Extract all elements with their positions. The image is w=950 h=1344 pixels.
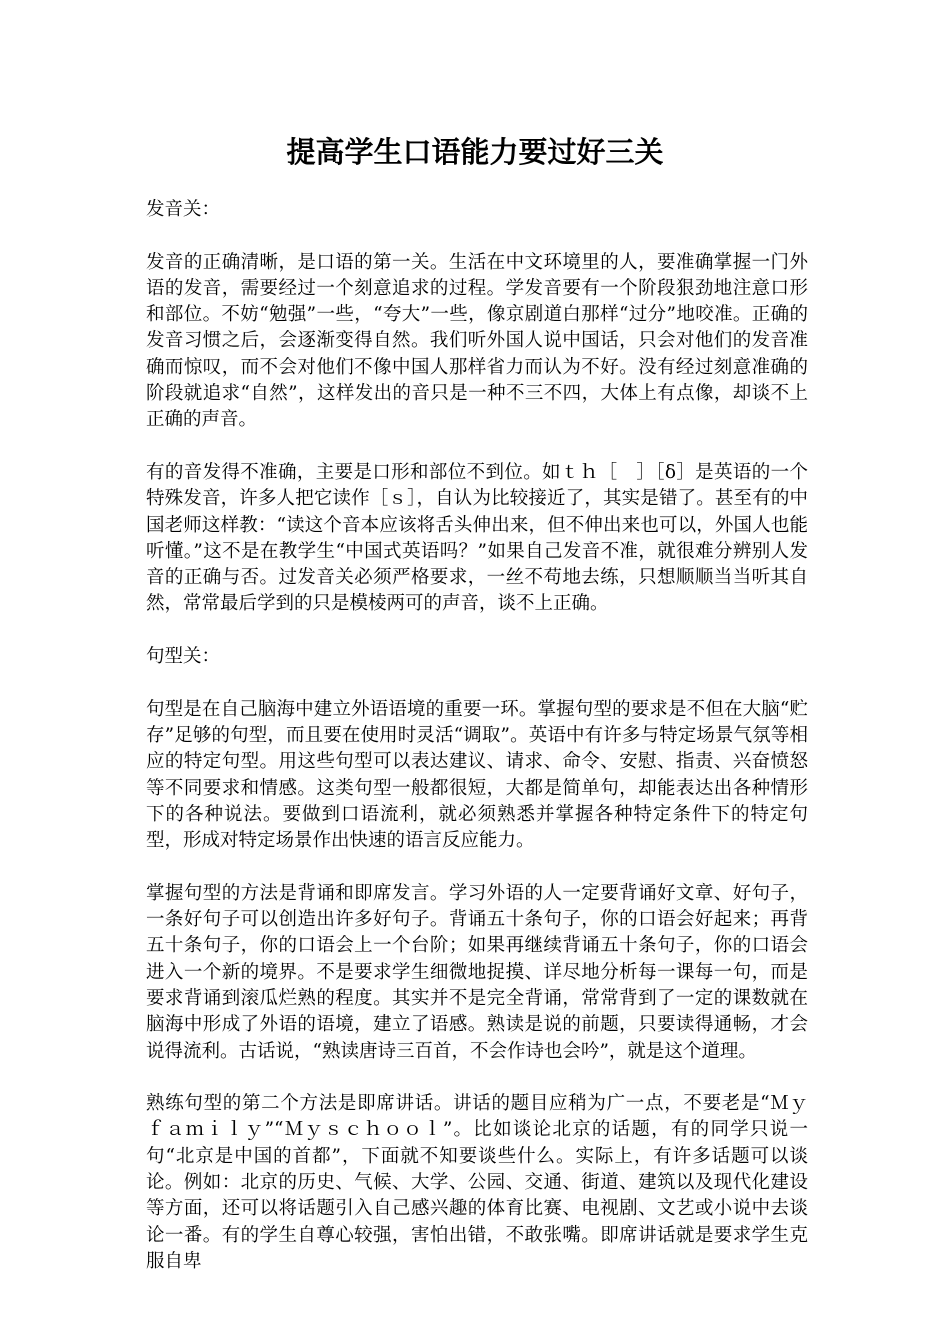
paragraph-sentence-patterns-3: 熟练句型的第二个方法是即席讲话。讲话的题目应稍为广一点，不要老是“Ｍｙ ｆａｍｉｌｙ”“Ｍｙｓｃｈｏｏｌ”。比如谈论北京的话题，有的同学只说一句“北京是中国的首都”，下面就不知要谈些什么。实际上，有许多话题可以谈论。例如：北京的历史、气候、大学、公园、交通、街道、建筑以及现代化建设等方面，还可以将话题引入自己感兴趣的体育比赛、电视剧、文艺或小说中去谈论一番。有的学生自尊心较强，害怕出错，不敢张嘴。即席讲话就是要求学生克服自卑: [146, 1093, 808, 1272]
document-title: 提高学生口语能力要过好三关: [286, 135, 664, 169]
paragraph-sentence-patterns-1: 句型是在自己脑海中建立外语语境的重要一环。掌握句型的要求是不但在大脑“贮存”足够的句型，而且要在使用时灵活“调取”。英语中有许多与特定场景气氛等相应的特定句型。用这些句型可以表达建议、请求、命令、安慰、指责、兴奋愤怒等不同要求和情感。这类句型一般都很短，大都是简单句，却能表达出各种情形下的各种说法。要做到口语流利，就必须熟悉并掌握各种特定条件下的特定句型，形成对特定场景作出快速的语言反应能力。: [146, 698, 808, 852]
paragraph-pronunciation-2: 有的音发得不准确，主要是口形和部位不到位。如ｔｈ［ ］［δ］是英语的一个特殊发音，许多人把它读作［ｓ］，自认为比较接近了，其实是错了。甚至有的中国老师这样教：“读这个音本应该将舌头伸出来，但不伸出来也可以，外国人也能听懂。”这不是在教学生“中国式英语吗？”如果自己发音不准，就很难分辨别人发音的正确与否。过发音关必须严格要求，一丝不苟地去练，只想顺顺当当听其自然，常常最后学到的只是模棱两可的声音，谈不上正确。: [146, 461, 808, 615]
section-heading-pronunciation: 发音关：: [146, 199, 221, 220]
document-body: [146, 197, 808, 1301]
section-heading-sentence-patterns: 句型关：: [146, 646, 221, 668]
paragraph-pronunciation-1: 发音的正确清晰，是口语的第一关。生活在中文环境里的人，要准确掌握一门外语的发音，需要经过一个刻意追求的过程。学发音要有一个阶段狠劲地注意口形和部位。不妨“勉强”一些，“夸大”一些，像京剧道白那样“过分”地咬准。正确的发音习惯之后，会逐渐变得自然。我们听外国人说中国话，只会对他们的发音准确而惊叹，而不会对他们不像中国人那样省力而认为不好。没有经过刻意准确的阶段就追求“自然”，这样发出的音只是一种不三不四，大体上有点像，却谈不上正确的声音。: [146, 251, 808, 431]
paragraph-sentence-patterns-2: 掌握句型的方法是背诵和即席发言。学习外语的人一定要背诵好文章、好句子，一条好句子可以创造出许多好句子。背诵五十条句子，你的口语会好起来；再背五十条句子，你的口语会上一个台阶；如果再继续背诵五十条句子，你的口语会进入一个新的境界。不是要求学生细微地捉摸、详尽地分析每一课每一句，而是要求背诵到滚瓜烂熟的程度。其实并不是完全背诵，常常背到了一定的课数就在脑海中形成了外语的语境，建立了语感。熟读是说的前题，只要读得通畅，才会说得流利。古话说，“熟读唐诗三百首，不会作诗也会吟”，就是这个道理。: [146, 882, 808, 1062]
